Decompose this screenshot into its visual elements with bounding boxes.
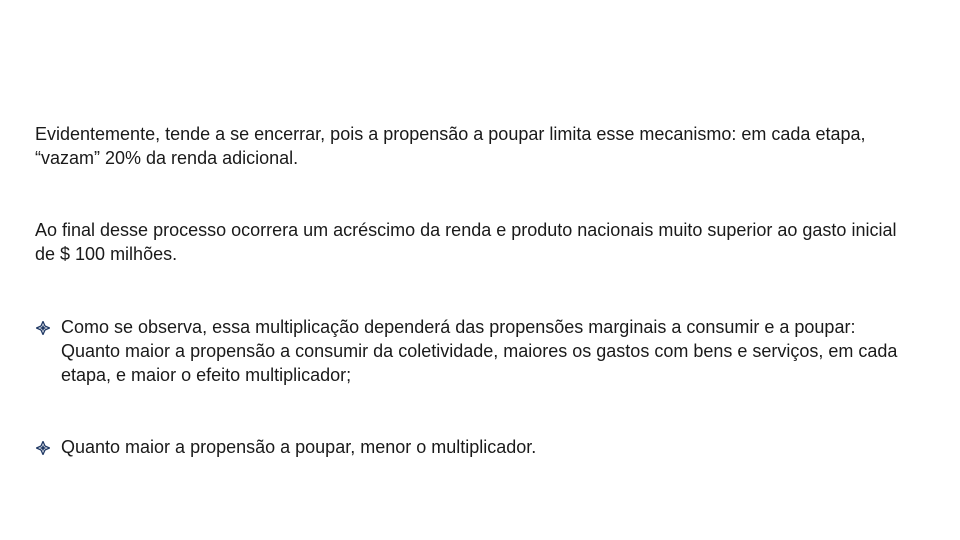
paragraph-final-result: Ao final desse processo ocorrera um acréscimo da renda e produto nacionais muito superior ao gasto inicial de $ 100 milhões. <box>35 220 897 264</box>
diamond-bullet-icon <box>35 435 61 459</box>
bullet-item-saving <box>35 435 915 459</box>
bullet-item-multiplication <box>35 315 915 387</box>
bullet-text: Quanto maior a propensão a poupar, menor o multiplicador. <box>61 437 537 457</box>
paragraph-leakage: Evidentemente, tende a se encerrar, pois a propensão a poupar limita esse mecanismo: em cada etapa, “vazam” 20% da renda adicional. <box>35 124 866 168</box>
bullet-text: Como se observa, essa multiplicação dependerá das propensões marginais a consumir e a poupar: Quanto maior a propensão a consumir da coletividade, maiores os gastos com bens e serviços, em cada etapa, e maior o efeito multiplicador; <box>61 317 898 385</box>
diamond-bullet-icon <box>35 315 61 339</box>
